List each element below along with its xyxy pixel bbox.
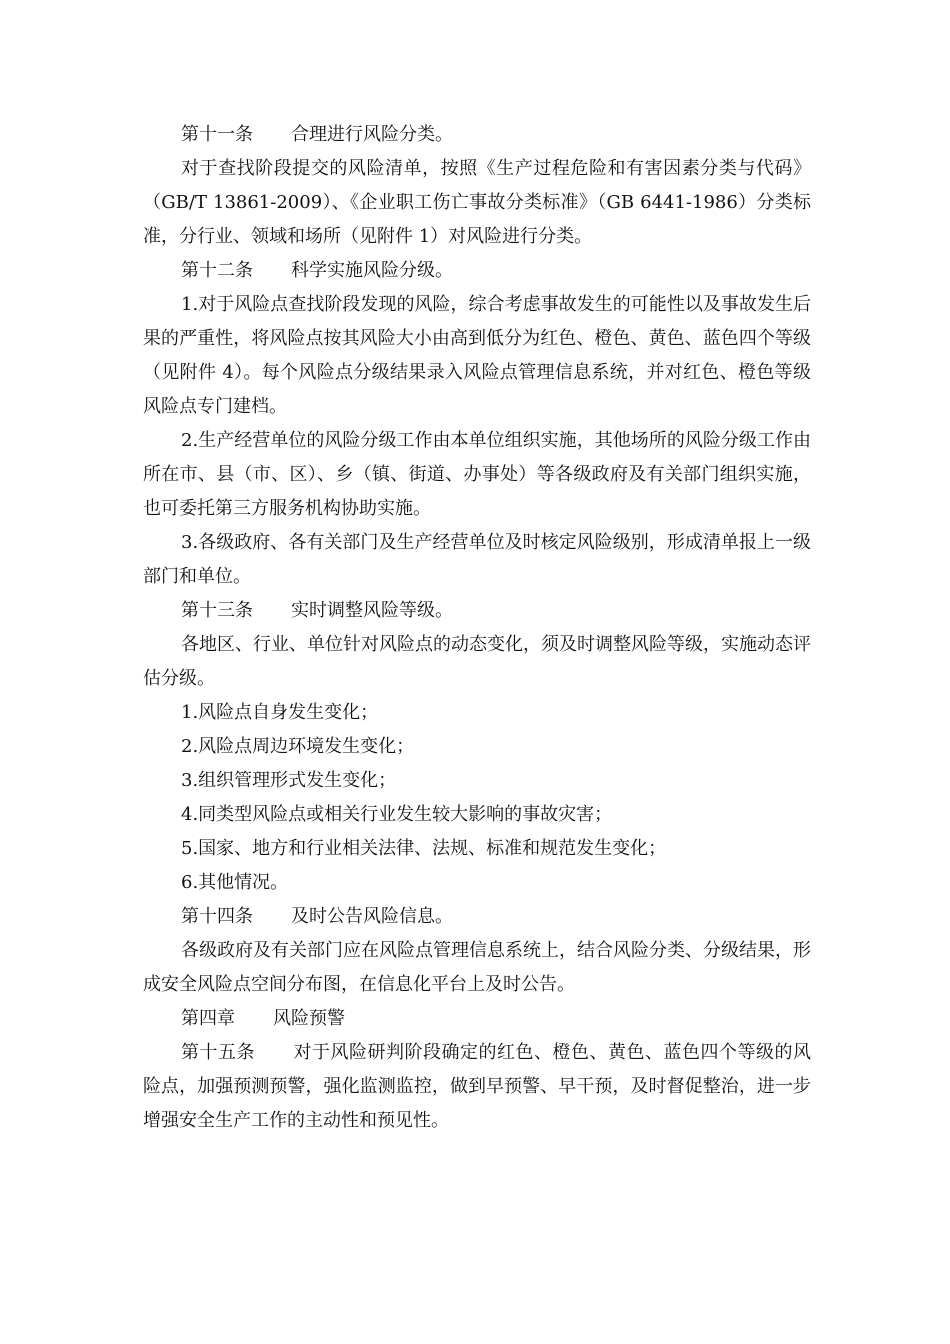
article-12-item-2: 2.生产经营单位的风险分级工作由本单位组织实施，其他场所的风险分级工作由所在市、县（市、区）、乡（镇、街道、办事处）等各级政府及有关部门组织实施，也可委托第三方服务机构协助实施。 <box>143 430 811 519</box>
article-title: 合理进行风险分类。 <box>291 124 453 145</box>
chapter-4-heading <box>143 1002 811 1036</box>
article-number: 第十四条 <box>181 906 253 927</box>
article-13-item-1: 1.风险点自身发生变化； <box>181 702 379 723</box>
article-number: 第十五条 <box>181 1042 255 1063</box>
article-number: 第十二条 <box>181 260 253 281</box>
article-13-item-3: 3.组织管理形式发生变化； <box>181 770 397 791</box>
article-13-item-4: 4.同类型风险点或相关行业发生较大影响的事故灾害； <box>181 804 613 825</box>
article-text: 对于风险研判阶段确定的红色、橙色、黄色、蓝色四个等级的风险点，加强预测预警，强化监测监控，做到早预警、早干预，及时督促整治，进一步增强安全生产工作的主动性和预见性。 <box>143 1042 811 1131</box>
article-number: 第十一条 <box>181 124 253 145</box>
article-15-paragraph <box>143 1036 811 1138</box>
article-number: 第十三条 <box>181 600 253 621</box>
article-12-item-3: 3.各级政府、各有关部门及生产经营单位及时核定风险级别，形成清单报上一级部门和单位。 <box>143 532 811 587</box>
document-body <box>143 118 811 1138</box>
article-11-heading <box>143 118 811 152</box>
article-13-heading <box>143 594 811 628</box>
article-title: 科学实施风险分级。 <box>291 260 453 281</box>
article-11-body: 对于查找阶段提交的风险清单，按照《生产过程危险和有害因素分类与代码》（GB/T 13861-2009）、《企业职工伤亡事故分类标准》（GB 6441-1986）分类标准，分行业、领域和场所（见附件 1）对风险进行分类。 <box>143 158 811 247</box>
article-13-item-6: 6.其他情况。 <box>181 872 289 893</box>
article-13-item-5: 5.国家、地方和行业相关法律、法规、标准和规范发生变化； <box>181 838 667 859</box>
chapter-title: 风险预警 <box>273 1008 345 1029</box>
article-title: 实时调整风险等级。 <box>291 600 453 621</box>
article-13-item-2: 2.风险点周边环境发生变化； <box>181 736 415 757</box>
article-14-heading <box>143 900 811 934</box>
chapter-number: 第四章 <box>181 1008 235 1029</box>
article-12-item-1: 1.对于风险点查找阶段发现的风险，综合考虑事故发生的可能性以及事故发生后果的严重性，将风险点按其风险大小由高到低分为红色、橙色、黄色、蓝色四个等级（见附件 4）。每个风险点分级结果录入风险点管理信息系统，并对红色、橙色等级风险点专门建档。 <box>143 294 811 417</box>
article-13-body: 各地区、行业、单位针对风险点的动态变化，须及时调整风险等级，实施动态评估分级。 <box>143 634 811 689</box>
article-title: 及时公告风险信息。 <box>291 906 453 927</box>
article-14-body: 各级政府及有关部门应在风险点管理信息系统上，结合风险分类、分级结果，形成安全风险点空间分布图，在信息化平台上及时公告。 <box>143 940 811 995</box>
article-12-heading <box>143 254 811 288</box>
